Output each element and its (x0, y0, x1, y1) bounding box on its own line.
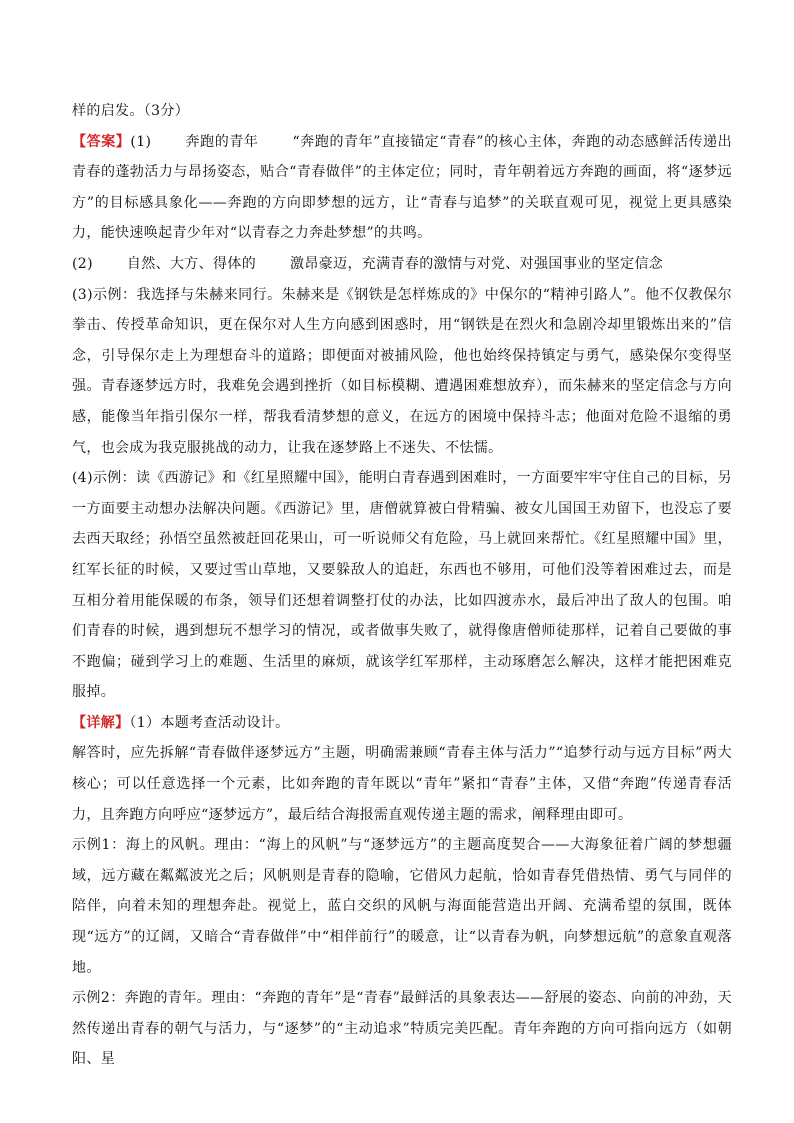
answer-tag: 【答案】 (72, 133, 131, 150)
answer-q1 (72, 127, 732, 249)
answer-q2-blank-a: 自然、大方、得体的 (126, 255, 257, 272)
detail-example-1: 示例1：海上的风帆。理由：“海上的风帆”与“逐梦远方”的主题高度契合——大海象征着广阔的梦想疆域，远方藏在粼粼波光之后；风帆则是青春的隐喻，它借风力起航，恰如青春凭借热情、勇气与同伴的陪伴，向着未知的理想奔赴。视觉上，蓝白交织的风帆与海面能营造出开阔、充满希望的氛围，既体现“远方”的辽阔，又暗合“青春做伴”中“相伴前行”的暖意，让“以青春为帆，向梦想远航”的意象直观落地。 (72, 837, 732, 976)
document-page (72, 96, 732, 1075)
detail-heading-text: （1）本题考查活动设计。 (129, 714, 290, 731)
answer-q4: (4)示例：读《西游记》和《红星照耀中国》，能明白青春遇到困难时，一方面要牢牢守住自己的目标，另一方面要主动想办法解决问题。《西游记》里，唐僧就算被白骨精骗、被女儿国国王劝留下，也没忘了要去西天取经；孙悟空虽然被赶回花果山，可一听说师父有危险，马上就回来帮忙。《红星照耀中国》里，红军长征的时候，又要过雪山草地，又要躲敌人的追赶，东西也不够用，可他们没等着困难过去，而是互相分着用能保暖的布条，领导们还想着调整打仗的办法，比如四渡赤水，最后冲出了敌人的包围。咱们青春的时候，遇到想玩不想学习的情况，或者做事失败了，就得像唐僧师徒那样，记着自己要做的事不跑偏；碰到学习上的难题、生活里的麻烦，就该学红军那样，主动琢磨怎么解决，这样才能把困难克服掉。 (72, 470, 732, 701)
detail-paragraph: 解答时，应先拆解“青春做伴逐梦远方”主题，明确需兼顾“青春主体与活力”“追梦行动与远方目标”两大核心；可以任意选择一个元素，比如奔跑的青年既以“青年”紧扣“青春”主体，又借“奔跑”传递青春活力，且奔跑方向呼应“逐梦远方”，最后结合海报需直观传递主题的需求，阐释理由即可。 (72, 745, 732, 823)
detail-heading (72, 708, 732, 739)
answer-q2 (72, 249, 732, 280)
answer-q1-text: “奔跑的青年”直接锚定“青春”的核心主体，奔跑的动态感鲜活传递出青春的蓬勃活力与昂扬姿态，贴合“青春做伴”的主体定位；同时，青年朝着远方奔跑的画面，将“逐梦远方”的目标感具象化——奔跑的方向即梦想的远方，让“青春与追梦”的关联直观可见，视觉上更具感染力，能快速唤起青少年对“以青春之力奔赴梦想”的共鸣。 (72, 133, 732, 242)
detail-tag: 【详解】 (72, 714, 130, 731)
answer-q1-choice: 奔跑的青年 (185, 133, 259, 150)
question-tail: 样的启发。（3分） (72, 103, 190, 119)
detail-example-2: 示例2：奔跑的青年。理由：“奔跑的青年”是“青春”最鲜活的具象表达——舒展的姿态、向前的冲劲，天然传递出青春的朝气与活力，与“逐梦”的“主动追求”特质完美匹配。青年奔跑的方向可指向远方（如朝阳、星 (72, 990, 732, 1068)
answer-q2-blank-b: 激昂豪迈，充满青春的激情与对党、对强国事业的坚定信念 (290, 255, 664, 272)
answer-q2-number: (2) (72, 255, 93, 272)
answer-q1-number: (1) (130, 133, 152, 150)
answer-q3: (3)示例：我选择与朱赫来同行。朱赫来是《钢铁是怎样炼成的》中保尔的“精神引路人”。他不仅教保尔拳击、传授革命知识，更在保尔对人生方向感到困惑时，用“钢铁是在烈火和急剧冷却里锻炼出来的”信念，引导保尔走上为理想奋斗的道路；即便面对被捕风险，他也始终保持镇定与勇气，感染保尔变得坚强。青春逐梦远方时，我难免会遇到挫折（如目标模糊、遭遇困难想放弃），而朱赫来的坚定信念与方向感，能像当年指引保尔一样，帮我看清梦想的意义，在远方的困境中保持斗志；他面对危险不退缩的勇气，也会成为我克服挑战的动力，让我在逐梦路上不迷失、不怯懦。 (72, 286, 732, 456)
